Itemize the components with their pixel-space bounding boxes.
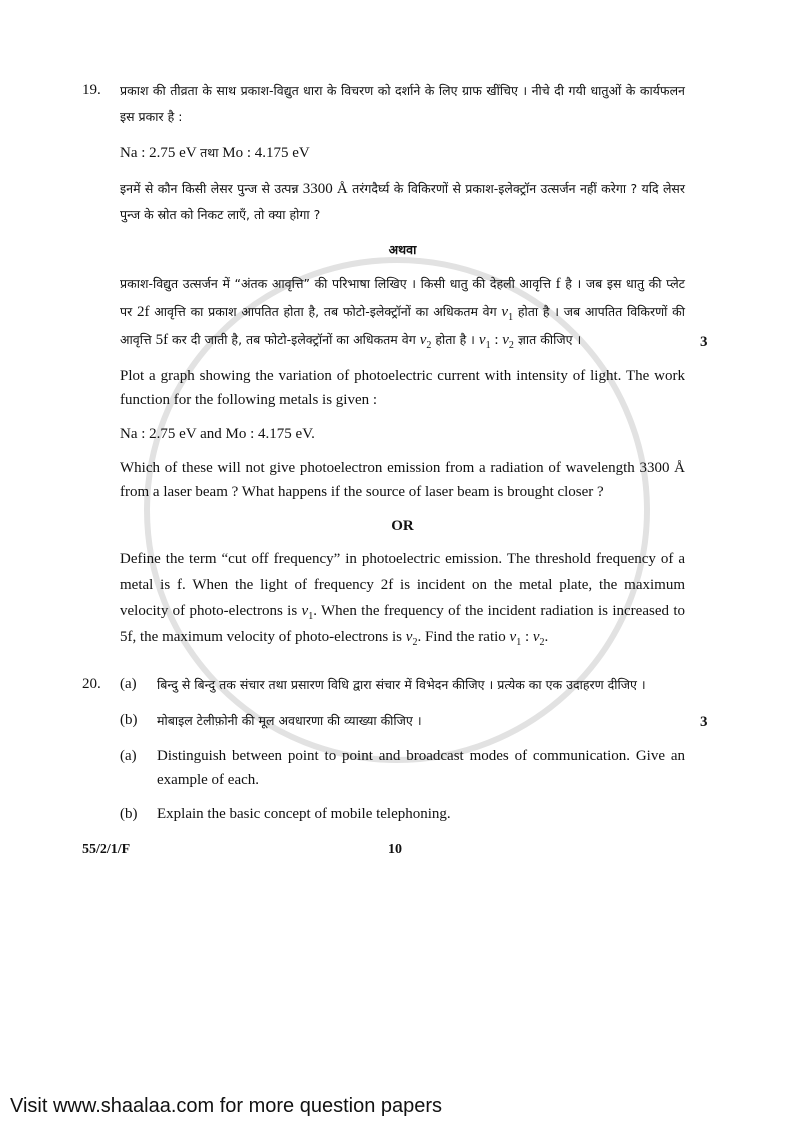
part-label: (a)	[120, 676, 137, 692]
text: Na : 2.75 eV	[120, 145, 201, 161]
text: होता है ।	[431, 332, 479, 347]
shaalaa-banner-link[interactable]: Visit www.shaalaa.com for more question papers	[10, 1095, 443, 1117]
or-heading-hindi: अथवा	[388, 242, 417, 257]
q19-english-work-function: Na : 2.75 eV and Mo : 4.175 eV.	[120, 426, 315, 442]
q20b-english-row	[120, 802, 800, 826]
text: 2f	[136, 304, 150, 320]
text: होता है । जब आपतित विकिरणों की आवृत्ति	[120, 304, 685, 347]
marks: 3	[700, 334, 708, 350]
text: 5f	[155, 332, 169, 348]
q19-english-work-function-row	[120, 422, 800, 446]
question-number: 19.	[82, 82, 101, 98]
text: v	[532, 629, 540, 645]
q19-hindi-or-row	[120, 270, 800, 354]
text: 2	[508, 340, 514, 351]
q20a-english: Distinguish between point to point and broadcast modes of communication. Give an example of each.	[157, 748, 685, 788]
text: 2	[412, 637, 418, 648]
text: . When the frequency of the incident radiation is increased to 5f, the maximum velocity of photo-electrons is	[120, 603, 685, 645]
q19-english-or-row	[120, 546, 800, 650]
q20a-hindi-row	[0, 672, 800, 698]
text: 2	[426, 340, 432, 351]
text: v	[405, 629, 413, 645]
part-label: (b)	[120, 712, 138, 728]
text: v	[501, 304, 509, 320]
q20b-hindi: मोबाइल टेलीफ़ोनी की मूल अवधारणा की व्याख्या कीजिए ।	[157, 713, 422, 728]
q19-hindi-question-row	[120, 176, 800, 228]
text: . Find the ratio	[417, 629, 510, 645]
q19-hindi-question	[120, 176, 685, 228]
text: ज्ञात कीजिए ।	[513, 332, 582, 347]
text: है । जब इस धातु की प्लेट पर	[120, 276, 685, 319]
text: 1	[308, 611, 314, 622]
q19-english-question-row	[120, 456, 800, 504]
q20a-english-row	[120, 744, 800, 792]
q20a-hindi: बिन्दु से बिन्दु तक संचार तथा प्रसारण विधि द्वारा संचार में विभेदन कीजिए । प्रत्येक का एक उदाहरण दीजिए ।	[157, 677, 646, 692]
text: तरंगदैर्घ्य के विकिरणों से प्रकाश-इलेक्ट्रॉन उत्सर्जन नहीं करेगा ? यदि लेसर पुन्ज के स्रोत को निकट लाएँ, तो क्या होगा ?	[120, 181, 685, 222]
page-footer	[0, 842, 800, 858]
q19-hindi-work-function	[120, 140, 685, 166]
part-label: (a)	[120, 748, 137, 764]
paper-code: 55/2/1/F	[82, 842, 131, 857]
text: 3300 Å	[302, 181, 348, 197]
text: v	[419, 332, 427, 348]
text: तथा	[200, 145, 219, 160]
text: .	[544, 629, 549, 645]
q19-hindi-work-function-row	[120, 140, 800, 166]
q19-hindi-intro-row	[0, 78, 800, 130]
text: :	[521, 629, 533, 645]
q19-hindi-intro: प्रकाश की तीव्रता के साथ प्रकाश-विद्युत धारा के विचरण को दर्शाने के लिए ग्राफ खींचिए । नीचे दी गयी धातुओं के कार्यफलन इस प्रकार है :	[120, 83, 685, 124]
q19-english-intro: Plot a graph showing the variation of photoelectric current with intensity of light. The work function for the following metals is given :	[120, 368, 685, 408]
q20b-hindi-row	[120, 708, 800, 734]
q19-english-intro-row	[120, 364, 800, 412]
text: v	[478, 332, 486, 348]
text: f	[555, 276, 561, 292]
text: v	[509, 629, 517, 645]
part-label: (b)	[120, 806, 138, 822]
text: Define the term “cut off frequency” in photoelectric emission. The threshold frequency of a metal is f. When the light of frequency 2f is incident on the metal plate, the maximum velocity of photo-electrons is	[120, 551, 685, 619]
question-number: 20.	[82, 676, 101, 692]
text: 1	[508, 312, 514, 323]
text: v	[301, 603, 309, 619]
text: :	[490, 332, 503, 348]
or-heading: OR	[391, 518, 414, 534]
text: v	[502, 332, 509, 348]
text: 1	[485, 340, 491, 351]
page-number: 10	[388, 842, 402, 857]
text: इनमें से कौन किसी लेसर पुन्ज से उत्पन्न	[120, 181, 303, 196]
text: 2	[539, 637, 545, 648]
q19-english-or-question	[120, 546, 685, 650]
q19-english-question: Which of these will not give photoelectron emission from a radiation of wavelength 3300 Å from a laser beam ? What happens if the source of laser beam is brought closer ?	[120, 460, 685, 500]
marks: 3	[700, 714, 708, 730]
text: Mo : 4.175 eV	[218, 145, 310, 161]
text: आवृत्ति का प्रकाश आपतित होता है, तब फोटो-इलेक्ट्रॉनों का अधिकतम वेग	[149, 304, 502, 319]
q19-hindi-or-question	[120, 270, 685, 354]
text: प्रकाश-विद्युत उत्सर्जन में “अंतक आवृत्ति” की परिभाषा लिखिए । किसी धातु की देहली आवृत्ति	[120, 276, 556, 291]
text: 1	[516, 637, 522, 648]
q20b-english: Explain the basic concept of mobile telephoning.	[157, 806, 451, 822]
text: कर दी जाती है, तब फोटो-इलेक्ट्रॉनों का अधिकतम वेग	[168, 332, 420, 347]
